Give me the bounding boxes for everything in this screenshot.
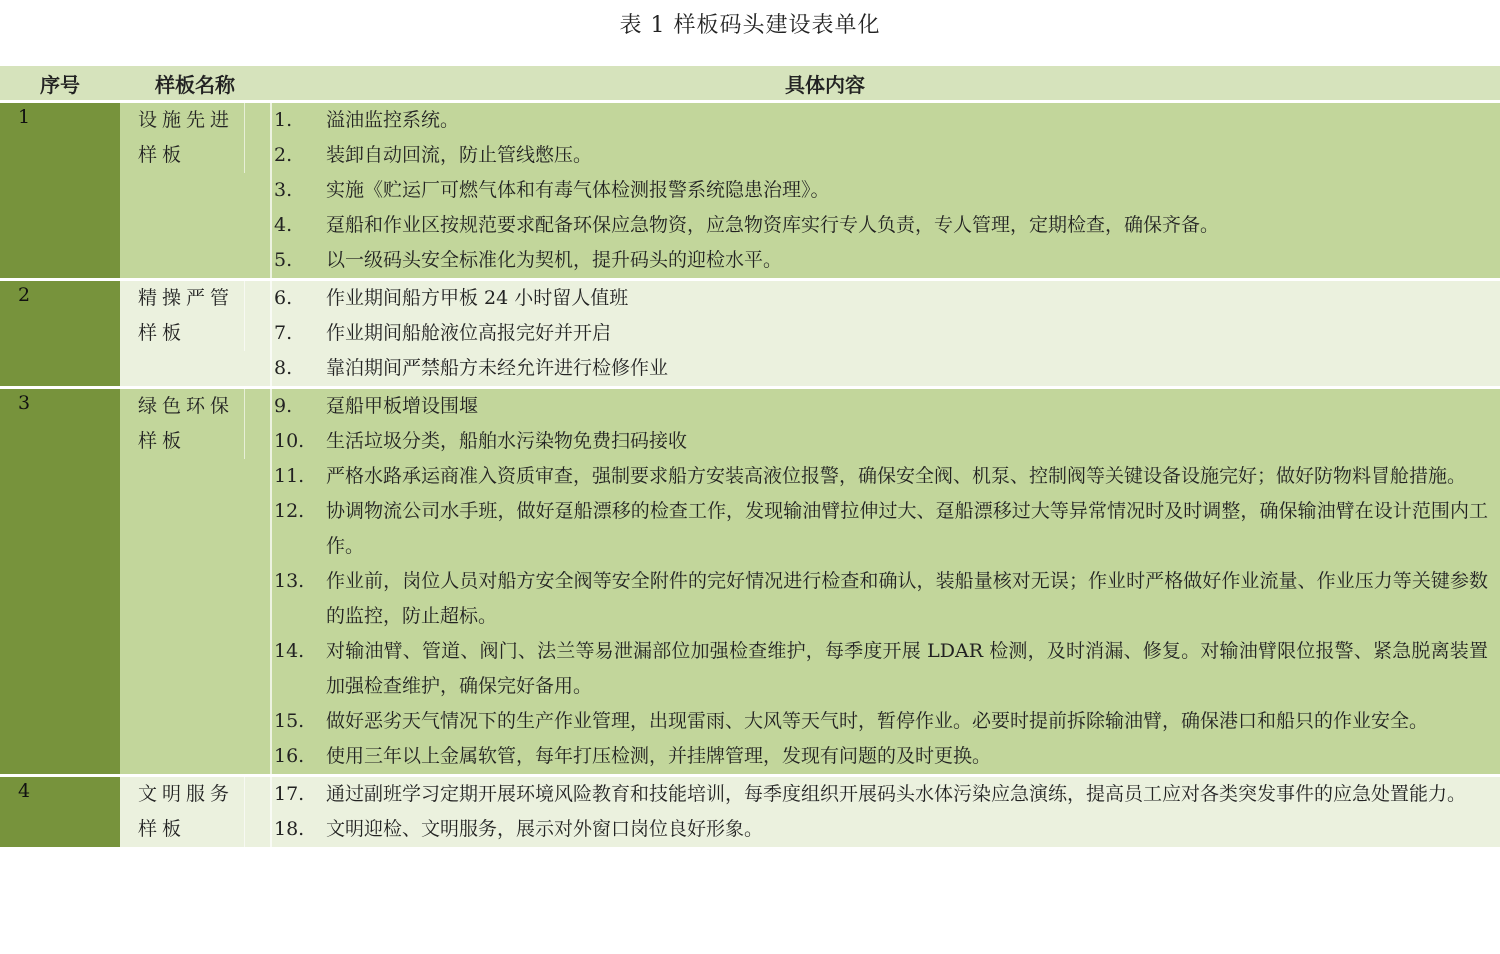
sample-name-cell <box>120 280 270 388</box>
item-text: 趸船和作业区按规范要求配备环保应急物资，应急物资库实行专人负责，专人管理，定期检查，确保齐备。 <box>326 214 1220 236</box>
content-item <box>270 316 1500 351</box>
item-text: 生活垃圾分类，船舶水污染物免费扫码接收 <box>326 430 688 452</box>
sample-name-line: 精操严管 <box>138 287 235 309</box>
item-number: 10. <box>274 430 305 452</box>
sample-name-line: 设施先进 <box>138 109 235 131</box>
item-number: 8. <box>274 357 293 379</box>
item-text: 严格水路承运商准入资质审查，强制要求船方安装高液位报警，确保安全阀、机泵、控制阀等关键设备设施完好；做好防物料冒舱措施。 <box>326 465 1467 487</box>
item-number: 18. <box>274 818 305 840</box>
item-number: 1. <box>274 109 293 131</box>
table-title: 表 1 样板码头建设表单化 <box>619 13 881 38</box>
sample-name-line: 样板 <box>138 818 187 840</box>
table-row <box>0 388 1500 776</box>
item-text: 作业期间船舱液位高报完好并开启 <box>326 322 612 344</box>
sample-name-line: 样板 <box>138 430 187 452</box>
content-item <box>270 351 1500 386</box>
item-number: 6. <box>274 287 293 309</box>
item-text: 对输油臂、管道、阀门、法兰等易泄漏部位加强检查维护，每季度开展 LDAR 检测，及时消漏、修复。对输油臂限位报警、紧急脱离装置加强检查维护，确保完好备用。 <box>326 640 1488 697</box>
item-text: 做好恶劣天气情况下的生产作业管理，出现雷雨、大风等天气时，暂停作业。必要时提前拆除输油臂，确保港口和船只的作业安全。 <box>326 710 1429 732</box>
content-cell <box>270 776 1500 848</box>
item-number: 15. <box>274 710 305 732</box>
header-name: 样板名称 <box>120 66 270 102</box>
content-item <box>270 634 1500 704</box>
table-row <box>0 776 1500 848</box>
table-row <box>0 280 1500 388</box>
item-text: 通过副班学习定期开展环境风险教育和技能培训，每季度组织开展码头水体污染应急演练，提高员工应对各类突发事件的应急处置能力。 <box>326 783 1467 805</box>
content-item <box>270 103 1500 138</box>
content-item <box>270 208 1500 243</box>
table-row <box>0 102 1500 280</box>
sample-name-cell <box>120 102 270 280</box>
content-item <box>270 173 1500 208</box>
sample-name <box>138 103 245 173</box>
sample-name-line: 绿色环保 <box>138 395 235 417</box>
item-text: 以一级码头安全标准化为契机，提升码头的迎检水平。 <box>326 249 783 271</box>
content-item <box>270 281 1500 316</box>
item-number: 17. <box>274 783 305 805</box>
item-text: 文明迎检、文明服务，展示对外窗口岗位良好形象。 <box>326 818 764 840</box>
item-text: 靠泊期间严禁船方未经允许进行检修作业 <box>326 357 669 379</box>
sample-dock-table <box>0 66 1500 847</box>
item-number: 7. <box>274 322 293 344</box>
content-item <box>270 389 1500 424</box>
sample-name <box>138 777 245 847</box>
item-number: 12. <box>274 500 305 522</box>
item-number: 16. <box>274 745 305 767</box>
item-text: 趸船甲板增设围堰 <box>326 395 479 417</box>
row-index-cell: 1 <box>0 102 120 280</box>
item-number: 14. <box>274 640 305 662</box>
item-text: 溢油监控系统。 <box>326 109 460 131</box>
content-item <box>270 704 1500 739</box>
item-number: 4. <box>274 214 293 236</box>
table-header-row <box>0 66 1500 102</box>
item-number: 2. <box>274 144 293 166</box>
item-number: 3. <box>274 179 293 201</box>
content-item <box>270 812 1500 847</box>
item-number: 11. <box>274 465 305 487</box>
sample-name <box>138 281 245 351</box>
item-text: 作业前，岗位人员对船方安全阀等安全附件的完好情况进行检查和确认，装船量核对无误；作业时严格做好作业流量、作业压力等关键参数的监控，防止超标。 <box>326 570 1488 627</box>
item-text: 协调物流公司水手班，做好趸船漂移的检查工作，发现输油臂拉伸过大、趸船漂移过大等异常情况时及时调整，确保输油臂在设计范围内工作。 <box>326 500 1488 557</box>
header-index: 序号 <box>0 66 120 102</box>
content-item <box>270 243 1500 278</box>
item-text: 使用三年以上金属软管，每年打压检测，并挂牌管理，发现有问题的及时更换。 <box>326 745 992 767</box>
item-text: 实施《贮运厂可燃气体和有毒气体检测报警系统隐患治理》。 <box>326 179 830 201</box>
row-index-cell: 3 <box>0 388 120 776</box>
item-number: 5. <box>274 249 293 271</box>
content-item <box>270 564 1500 634</box>
row-index-cell: 4 <box>0 776 120 848</box>
content-item <box>270 138 1500 173</box>
content-item <box>270 424 1500 459</box>
content-cell <box>270 388 1500 776</box>
content-cell <box>270 102 1500 280</box>
item-number: 9. <box>274 395 293 417</box>
content-cell <box>270 280 1500 388</box>
item-text: 作业期间船方甲板 24 小时留人值班 <box>326 287 629 309</box>
sample-name <box>138 389 245 459</box>
sample-name-line: 样板 <box>138 322 187 344</box>
header-content: 具体内容 <box>270 66 1500 102</box>
content-item <box>270 739 1500 774</box>
sample-name-cell <box>120 388 270 776</box>
item-text: 装卸自动回流，防止管线憋压。 <box>326 144 593 166</box>
content-item <box>270 494 1500 564</box>
sample-name-line: 文明服务 <box>138 783 235 805</box>
content-item <box>270 777 1500 812</box>
sample-name-line: 样板 <box>138 144 187 166</box>
content-item <box>270 459 1500 494</box>
item-number: 13. <box>274 570 305 592</box>
row-index-cell: 2 <box>0 280 120 388</box>
sample-name-cell <box>120 776 270 848</box>
